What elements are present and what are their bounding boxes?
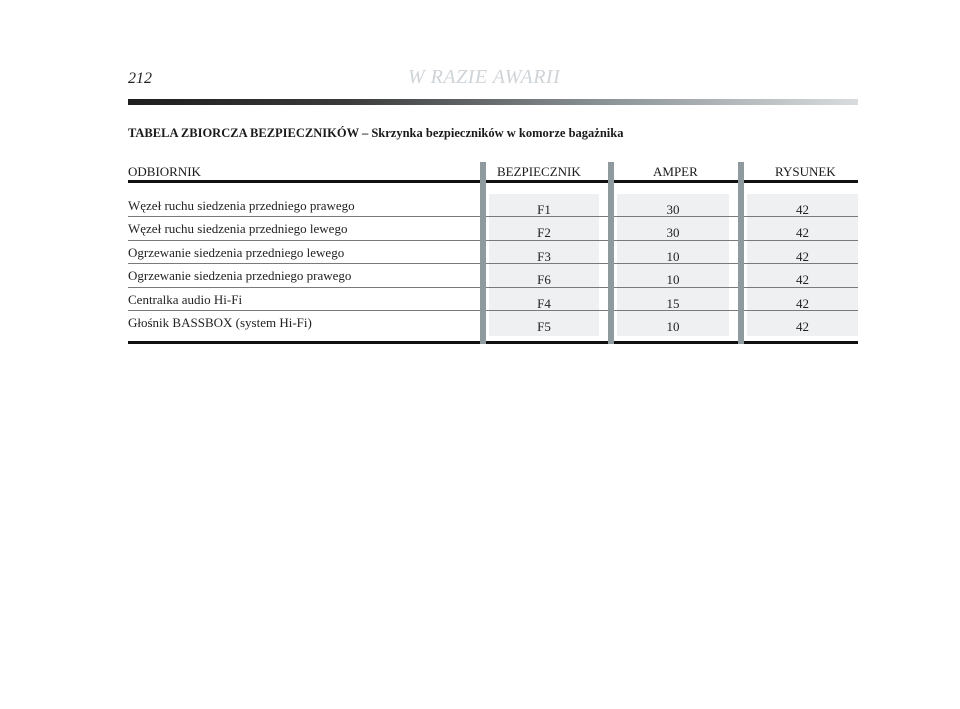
row-rysunek: 42: [796, 202, 809, 217]
table-row: [128, 288, 858, 312]
table-row: [128, 264, 858, 288]
column-separator: [608, 162, 614, 344]
column-separator: [738, 162, 744, 344]
table-top-rule: [128, 180, 858, 183]
page-number: 212: [128, 70, 152, 87]
table-title: [128, 126, 623, 141]
row-bezpiecznik: F2: [537, 225, 551, 240]
row-odbiornik: Węzeł ruchu siedzenia przedniego lewego: [128, 221, 348, 236]
row-rysunek: 42: [796, 249, 809, 264]
row-rysunek: 42: [796, 319, 809, 334]
table-title-sub: – Skrzynka bezpieczników w komorze bagażnika: [358, 126, 624, 140]
column-header-rysunek: RYSUNEK: [775, 164, 836, 179]
row-amper: 10: [666, 272, 680, 287]
running-title: W RAZIE AWARII: [408, 66, 561, 88]
table-title-main: TABELA ZBIORCZA BEZPIECZNIKÓW: [128, 126, 359, 140]
row-odbiornik: Głośnik BASSBOX (system Hi-Fi): [128, 315, 312, 330]
column-separator: [480, 162, 486, 344]
table-row: [128, 194, 858, 218]
table-row: [128, 311, 858, 335]
row-amper: 15: [666, 296, 680, 311]
row-amper: 10: [666, 249, 680, 264]
row-odbiornik: Ogrzewanie siedzenia przedniego prawego: [128, 268, 352, 283]
row-rysunek: 42: [796, 272, 809, 287]
row-odbiornik: Węzeł ruchu siedzenia przedniego prawego: [128, 198, 355, 213]
row-amper: 30: [666, 225, 680, 240]
row-amper: 10: [666, 319, 680, 334]
row-amper: 30: [666, 202, 680, 217]
table-bottom-rule: [128, 341, 858, 344]
row-bezpiecznik: F4: [537, 296, 551, 311]
table-row: [128, 217, 858, 241]
row-bezpiecznik: F1: [537, 202, 551, 217]
row-rysunek: 42: [796, 296, 809, 311]
column-header-bezpiecznik: BEZPIECZNIK: [497, 164, 581, 179]
table-row: [128, 241, 858, 265]
row-odbiornik: Centralka audio Hi-Fi: [128, 292, 243, 307]
column-header-odbiornik: ODBIORNIK: [128, 164, 201, 179]
row-bezpiecznik: F6: [537, 272, 551, 287]
row-bezpiecznik: F3: [537, 249, 551, 264]
row-odbiornik: Ogrzewanie siedzenia przedniego lewego: [128, 245, 345, 260]
column-header-amper: AMPER: [653, 164, 698, 179]
row-bezpiecznik: F5: [537, 319, 551, 334]
row-rysunek: 42: [796, 225, 809, 240]
header-rule: [128, 99, 858, 105]
